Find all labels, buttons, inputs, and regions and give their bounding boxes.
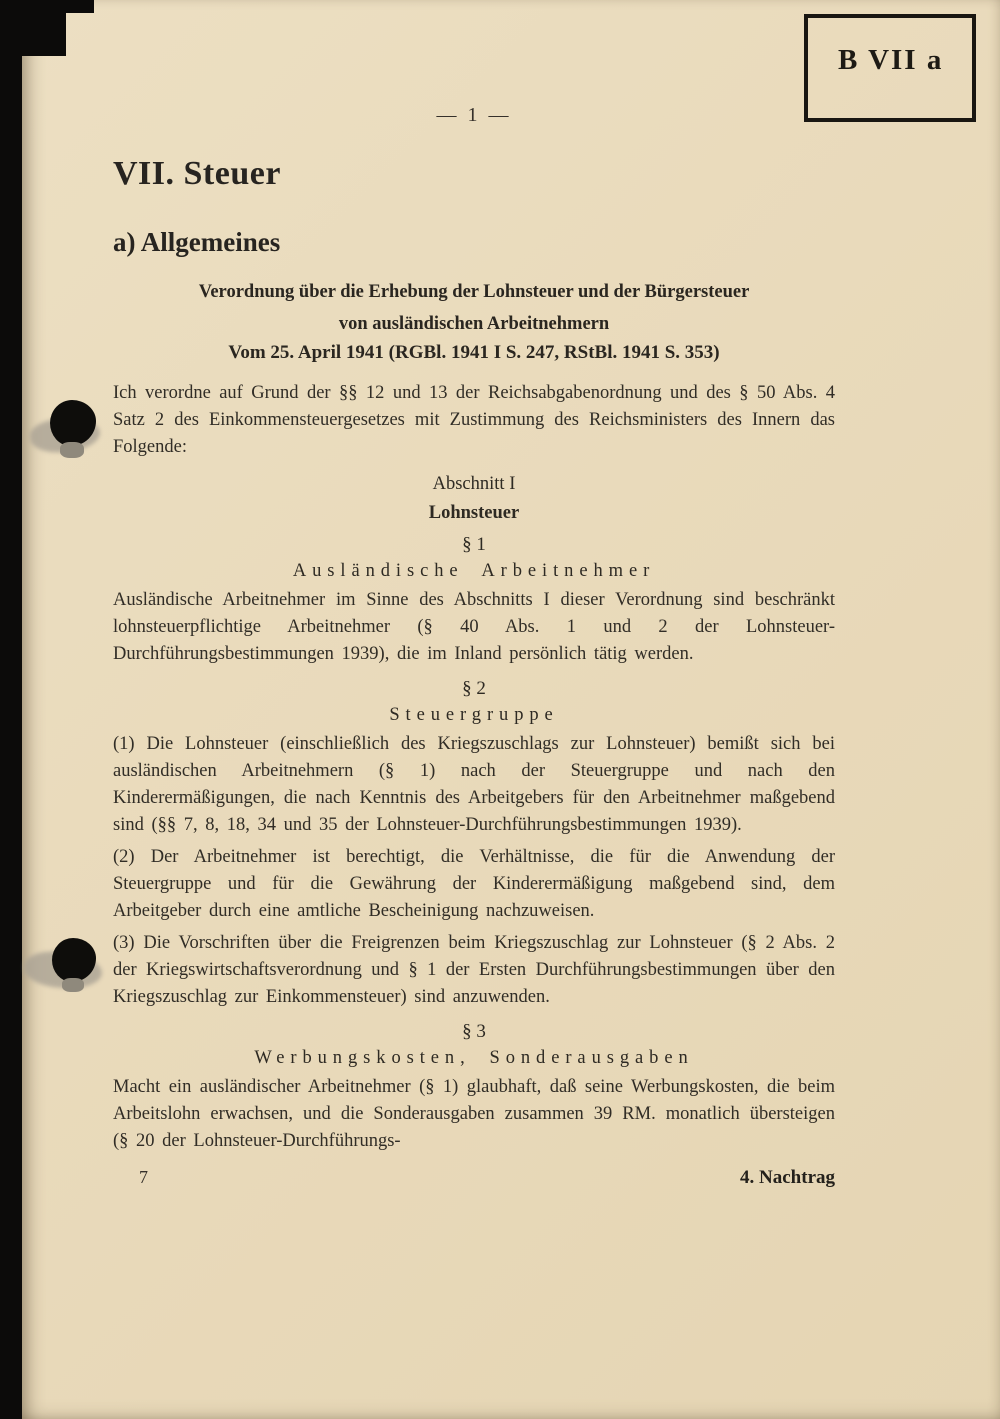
paragraph-text: Macht ein ausländischer Arbeitnehmer (§ 1) glaubhaft, daß seine Werbungskosten, die beim Arbeitslohn erwachsen, und die Sonderausgaben zusammen 39 RM. monatlich übersteigen (§ 20 der Lohnsteuer-Durchführungs- — [113, 1077, 835, 1151]
hole-shadow — [62, 978, 84, 992]
chapter-heading: VII. Steuer — [113, 155, 281, 192]
paragraph-text: (1) Die Lohnsteuer (einschließlich des Kriegszuschlags zur Lohnsteuer) bemißt sich bei ausländischen Arbeitnehmern (§ 1) nach der Steuergruppe und nach den Kinderermäßigungen, die nach Kenntnis des Arbeitgebers für den Arbeitnehmer maßgebend sind (§§ 7, 8, 18, 34 und 35 der Lohnsteuer-Durchführungsbestimmungen 1939). — [113, 734, 835, 835]
regulation-title-line2: von ausländischen Arbeitnehmern — [338, 314, 610, 334]
page-number: — 1 — — [436, 104, 512, 126]
page-content — [113, 0, 835, 1189]
abschnitt-title: Lohnsteuer — [428, 503, 520, 523]
paragraph-sign-2: § 2 — [462, 678, 486, 699]
intro-paragraph: Ich verordne auf Grund der §§ 12 und 13 der Reichsabgabenordnung und des § 50 Abs. 4 Satz 2 des Einkommensteuergesetzes mit Zustimmung des Reichsministers des Innern das Folgende: — [113, 383, 835, 457]
paragraph-heading-2: Steuergruppe — [389, 705, 559, 725]
paragraph-sign-3: § 3 — [462, 1021, 486, 1042]
regulation-date-line: Vom 25. April 1941 (RGBl. 1941 I S. 247, RStBl. 1941 S. 353) — [228, 342, 720, 363]
paragraph-text: (2) Der Arbeitnehmer ist berechtigt, die Verhältnisse, die für die Anwendung der Steuergruppe und für die Gewährung der Kinderermäßigung maßgebend sind, dem Arbeitgeber durch eine amtliche Bescheinigung nachzuweisen. — [113, 847, 835, 921]
regulation-title — [113, 276, 835, 340]
scan-black-edge — [22, 0, 94, 13]
regulation-title-line1: Verordnung über die Erhebung der Lohnsteuer und der Bürgersteuer — [198, 282, 750, 302]
footer-page-number: 7 — [139, 1167, 148, 1187]
paragraph-heading-1: Ausländische Arbeitnehmer — [292, 561, 656, 581]
subsection-heading: a) Allgemeines — [113, 227, 281, 257]
paragraph-heading-3: Werbungskosten, Sonderausgaben — [254, 1048, 694, 1068]
abschnitt-label: Abschnitt I — [432, 474, 516, 494]
paragraph-text: Ausländische Arbeitnehmer im Sinne des Abschnitts I dieser Verordnung sind beschränkt lohnsteuerpflichtige Arbeitnehmer (§ 40 Abs. 1 und 2 der Lohnsteuer-Durchführungsbestimmungen 1939), die im Inland persönlich tätig werden. — [113, 590, 835, 664]
footer-supplement-label: 4. Nachtrag — [740, 1167, 835, 1188]
paragraph-text: (3) Die Vorschriften über die Freigrenzen beim Kriegszuschlag zur Lohnsteuer (§ 2 Abs. 2 der Kriegswirtschaftsverordnung und § 1 der Ersten Durchführungsbestimmungen über den Kriegszuschlag zur Einkommensteuer) sind anzuwenden. — [113, 933, 835, 1007]
classification-label: B VII a — [838, 44, 944, 76]
page-footer — [113, 1167, 835, 1189]
paragraph-sign-1: § 1 — [462, 534, 486, 555]
hole-shadow — [60, 442, 84, 458]
